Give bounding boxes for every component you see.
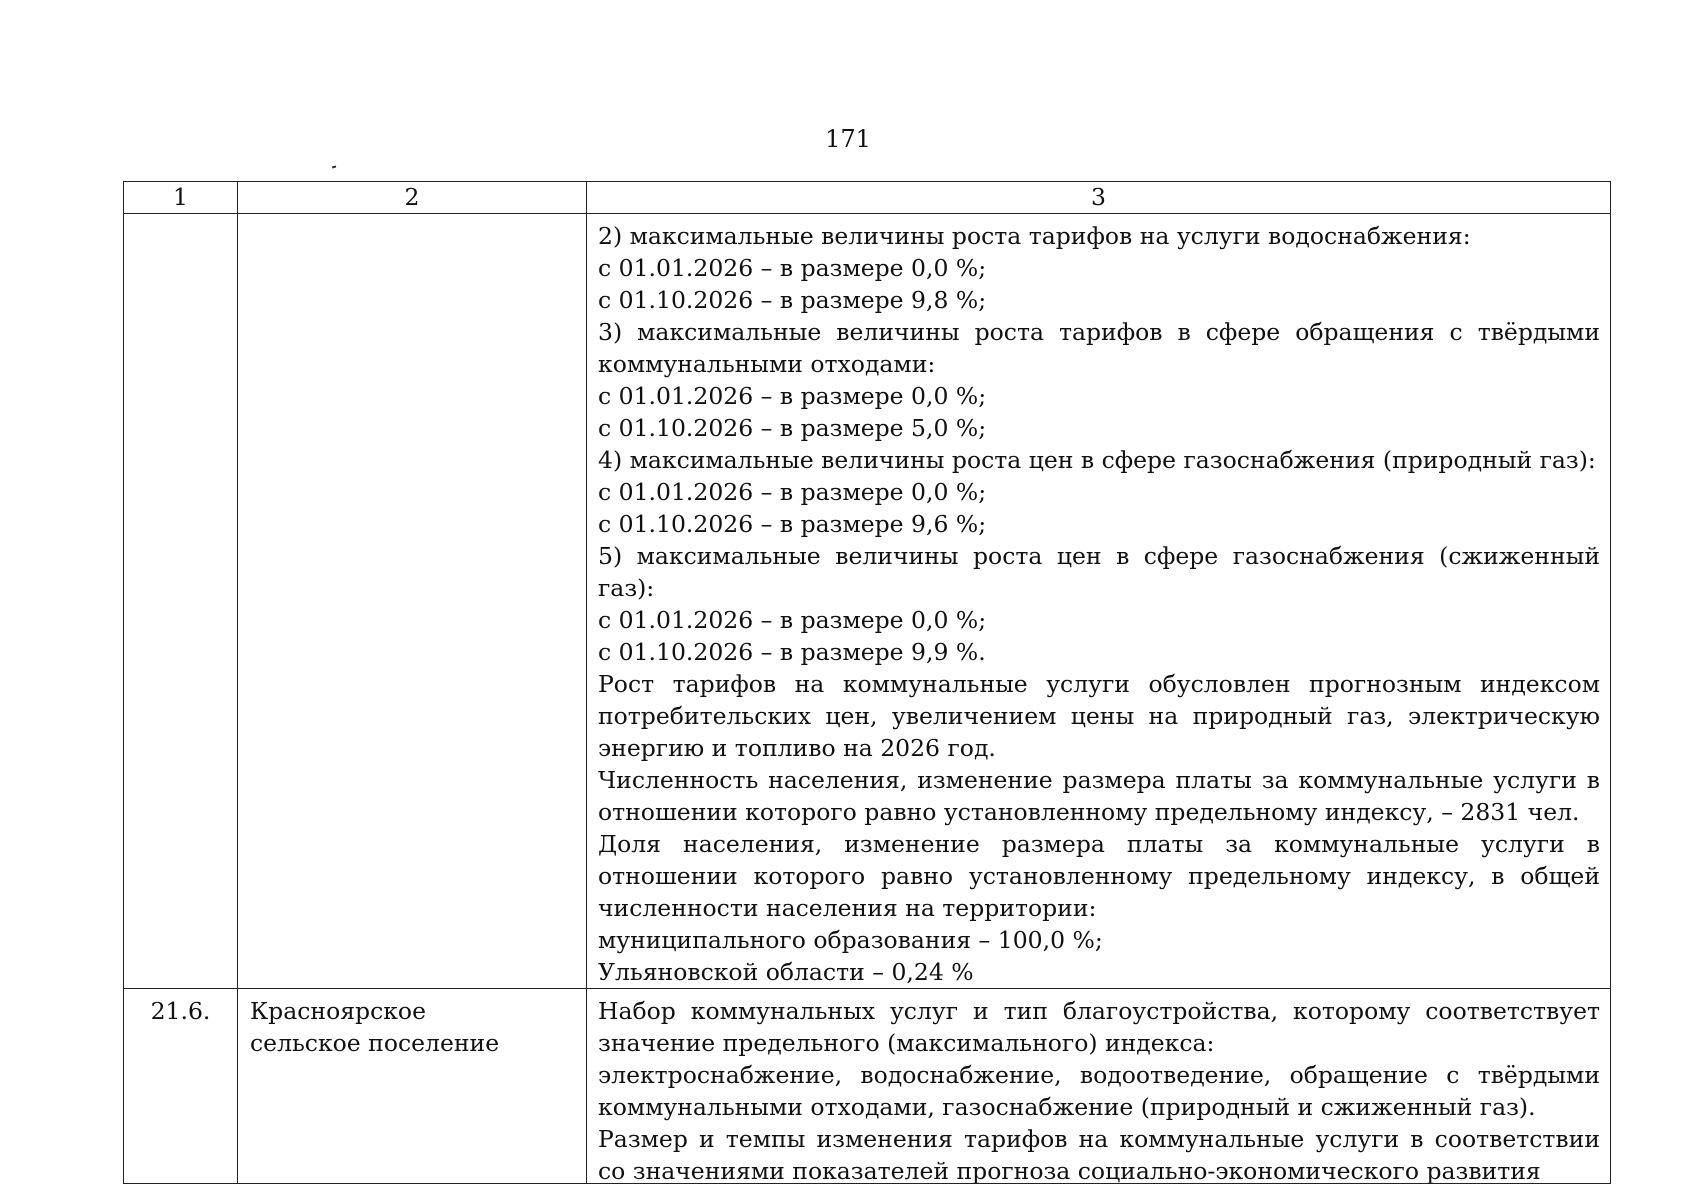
settlement-name-line: Красноярское [250, 997, 426, 1025]
paragraph: 3) максимальные величины роста тарифов в сфере обращения с твёрдыми коммунальными отходами: [598, 318, 1600, 378]
row-number [124, 214, 238, 989]
table-row [124, 989, 1611, 1184]
row-content [587, 214, 1611, 989]
paragraph: с 01.10.2026 – в размере 9,8 %; [598, 286, 987, 314]
table-header-row [124, 182, 1611, 214]
table-row [124, 214, 1611, 989]
page-number: 171 [825, 125, 871, 153]
paragraph: с 01.10.2026 – в размере 9,9 %. [598, 638, 986, 666]
header-col-1: 1 [124, 182, 238, 214]
paragraph: с 01.10.2026 – в размере 9,6 %; [598, 510, 987, 538]
paragraph: электроснабжение, водоснабжение, водоотведение, обращение с твёрдыми коммунальными отходами, газоснабжение (природный и сжиженный газ). [598, 1061, 1600, 1121]
paragraph: 4) максимальные величины роста цен в сфере газоснабжения (природный газ): [598, 446, 1596, 474]
header-col-2: 2 [238, 182, 587, 214]
paragraph: муниципального образования – 100,0 %; [598, 926, 1103, 954]
paragraph: Ульяновской области – 0,24 % [598, 958, 974, 986]
paragraph: Численность населения, изменение размера платы за коммунальные услуги в отношении которого равно установленному предельному индексу, – 2831 чел. [598, 766, 1600, 826]
settlement-name [238, 989, 587, 1184]
scan-speck [332, 166, 336, 169]
paragraph: с 01.01.2026 – в размере 0,0 %; [598, 254, 987, 282]
paragraph: Набор коммунальных услуг и тип благоустройства, которому соответствует значение предельного (максимального) индекса: [598, 997, 1600, 1057]
paragraph: Доля населения, изменение размера платы за коммунальные услуги в отношении которого равно установленному предельному индексу, в общей численности населения на территории: [598, 830, 1600, 922]
row-content [587, 989, 1611, 1184]
paragraph: с 01.01.2026 – в размере 0,0 %; [598, 606, 987, 634]
row-number: 21.6. [124, 989, 238, 1184]
paragraph: Рост тарифов на коммунальные услуги обусловлен прогнозным индексом потребительских цен, увеличением цены на природный газ, электрическую энергию и топливо на 2026 год. [598, 670, 1600, 762]
tariff-table [123, 181, 1611, 1184]
paragraph: 2) максимальные величины роста тарифов на услуги водоснабжения: [598, 222, 1471, 250]
paragraph: с 01.01.2026 – в размере 0,0 %; [598, 478, 987, 506]
paragraph: с 01.01.2026 – в размере 0,0 %; [598, 382, 987, 410]
header-col-3: 3 [587, 182, 1611, 214]
settlement-name [238, 214, 587, 989]
paragraph: 5) максимальные величины роста цен в сфере газоснабжения (сжиженный газ): [598, 542, 1600, 602]
settlement-name-line: сельское поселение [250, 1029, 500, 1057]
paragraph: Размер и темпы изменения тарифов на коммунальные услуги в соответствии со значениями показателей прогноза социально-экономического развития [598, 1125, 1600, 1183]
paragraph: с 01.10.2026 – в размере 5,0 %; [598, 414, 987, 442]
